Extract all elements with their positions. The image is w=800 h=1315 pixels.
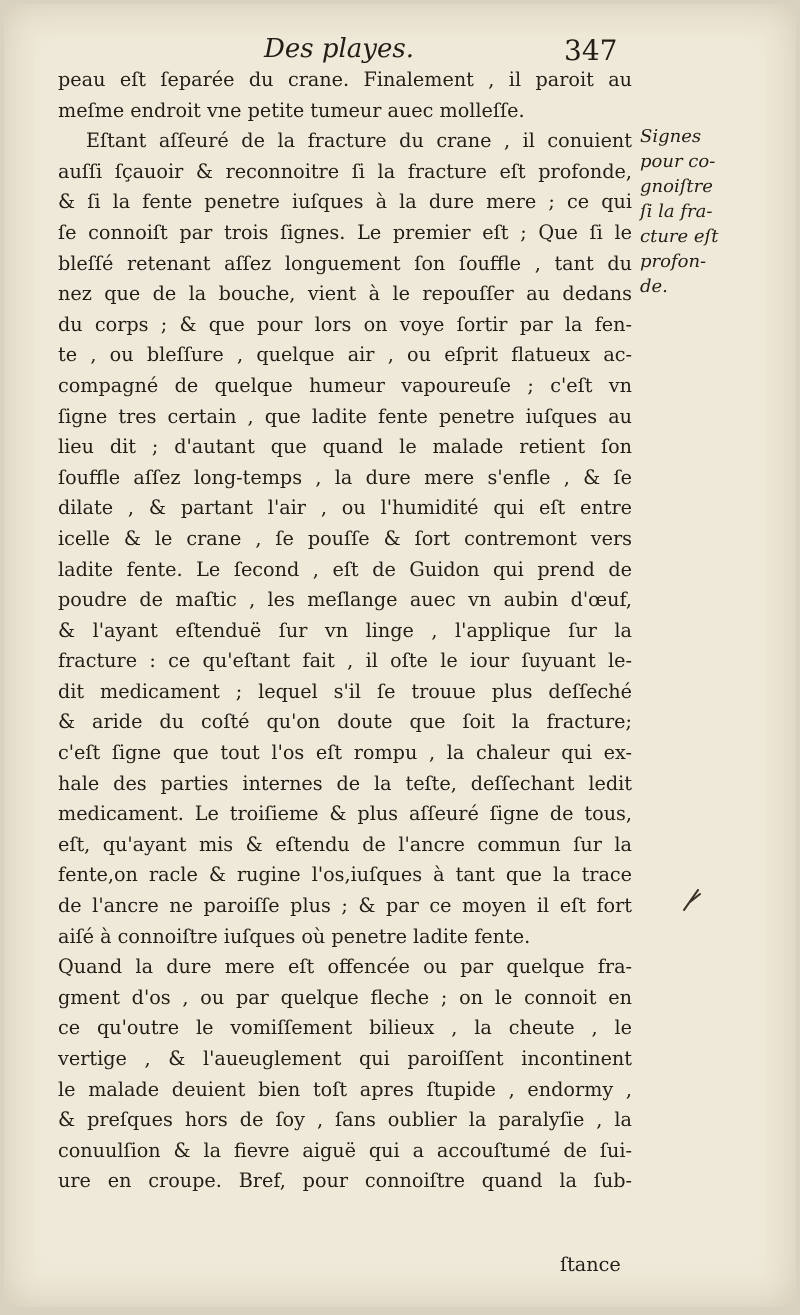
text-line: c'eſt ſigne que tout l'os eſt rompu , la chaleur qui ex-	[58, 741, 632, 765]
text-line: hale des parties internes de la teſte, deſſechant ledit	[58, 771, 632, 795]
text-line: & l'ayant eſtenduë ſur vn linge , l'applique ſur la	[58, 618, 632, 642]
ink-mark-icon	[680, 884, 704, 914]
catchword: ſtance	[560, 1253, 621, 1276]
text-line: fente,on racle & rugine l'os,iuſques à tant que la trace	[58, 863, 632, 887]
text-line: te , ou bleſſure , quelque air , ou eſprit flatueux ac-	[58, 343, 632, 367]
marginal-note-line: gnoiſtre	[640, 176, 713, 197]
text-line: auſſi ſçauoir & reconnoitre ſi la fracture eſt profonde,	[58, 159, 632, 183]
text-line: fracture : ce qu'eſtant fait , il oſte le iour ſuyuant le-	[58, 649, 632, 673]
text-line: le malade deuient bien toſt apres ſtupide , endormy ,	[58, 1077, 632, 1101]
text-line: ſe connoiſt par trois ſignes. Le premier eſt ; Que ſi le	[58, 220, 632, 244]
text-line: ſouffle aſſez long-temps , la dure mere s'enfle , & ſe	[58, 465, 632, 489]
text-line: ce qu'outre le vomiſſement bilieux , la cheute , le	[58, 1016, 632, 1040]
text-line: lieu dit ; d'autant que quand le malade retient ſon	[58, 435, 632, 459]
running-title: Des playes.	[264, 34, 414, 64]
text-line: nez que de la bouche, vient à le repouſſer au dedans	[58, 282, 632, 306]
text-line: ure en croupe. Bref, pour connoiſtre quand la ſub-	[58, 1169, 632, 1193]
text-line: du corps ; & que pour lors on voye ſortir par la fen-	[58, 312, 632, 336]
text-line: Eſtant aſſeuré de la fracture du crane , il conuient	[86, 129, 632, 153]
marginal-note-line: Signes	[640, 126, 702, 147]
text-line: meſme endroit vne petite tumeur auec molleſſe.	[58, 98, 525, 122]
text-line: de l'ancre ne paroiſſe plus ; & par ce moyen il eſt fort	[58, 894, 632, 918]
text-line: dilate , & partant l'air , ou l'humidité qui eſt entre	[58, 496, 632, 520]
marginal-note	[640, 124, 730, 299]
text-line: compagné de quelque humeur vapoureuſe ; c'eſt vn	[58, 373, 632, 397]
text-line: Quand la dure mere eſt offencée ou par quelque fra-	[58, 955, 632, 979]
text-line: ladite fente. Le ſecond , eſt de Guidon qui prend de	[58, 557, 632, 581]
text-line: peau eſt ſeparée du crane. Finalement , il paroit au	[58, 68, 632, 91]
text-line: icelle & le crane , ſe pouſſe & ſort contremont vers	[58, 526, 632, 550]
text-line: vertige , & l'aueuglement qui paroiſſent incontinent	[58, 1047, 632, 1070]
marginal-note-line: ſi la fra-	[640, 201, 713, 222]
text-body	[58, 65, 632, 1197]
text-line: & aride du coſté qu'on doute que ſoit la fracture;	[58, 710, 632, 734]
marginal-note-line: profon-	[640, 251, 707, 272]
marginal-note-line: cture eſt	[640, 226, 719, 247]
text-line: dit medicament ; lequel s'il ſe trouue plus deſſeché	[58, 679, 632, 703]
page-number: 347	[564, 34, 618, 67]
text-line: ſigne tres certain , que ladite fente penetre iuſques au	[58, 404, 632, 428]
text-line: eſt, qu'ayant mis & eſtendu de l'ancre commun ſur la	[58, 832, 632, 856]
book-page	[4, 4, 796, 1307]
text-line: gment d'os , ou par quelque fleche ; on le connoit en	[58, 985, 632, 1009]
text-line: poudre de maſtic , les meſlange auec vn aubin d'œuf,	[58, 588, 632, 612]
text-line: conuulſion & la fievre aiguë qui a accouſtumé de ſui-	[58, 1138, 632, 1162]
text-line: & preſques hors de ſoy , ſans oublier la paralyſie , la	[58, 1108, 632, 1132]
text-line: medicament. Le troiſieme & plus aſſeuré ſigne de tous,	[58, 802, 632, 826]
text-line: & ſi la fente penetre iuſques à la dure mere ; ce qui	[58, 190, 632, 214]
marginal-note-line: de.	[640, 276, 668, 297]
text-line: aiſé à connoiſtre iuſques où penetre ladite fente.	[58, 924, 531, 948]
running-head	[4, 34, 644, 67]
marginal-note-line: pour co-	[640, 151, 716, 172]
text-line: bleſſé retenant aſſez longuement ſon ſouffle , tant du	[58, 251, 632, 275]
